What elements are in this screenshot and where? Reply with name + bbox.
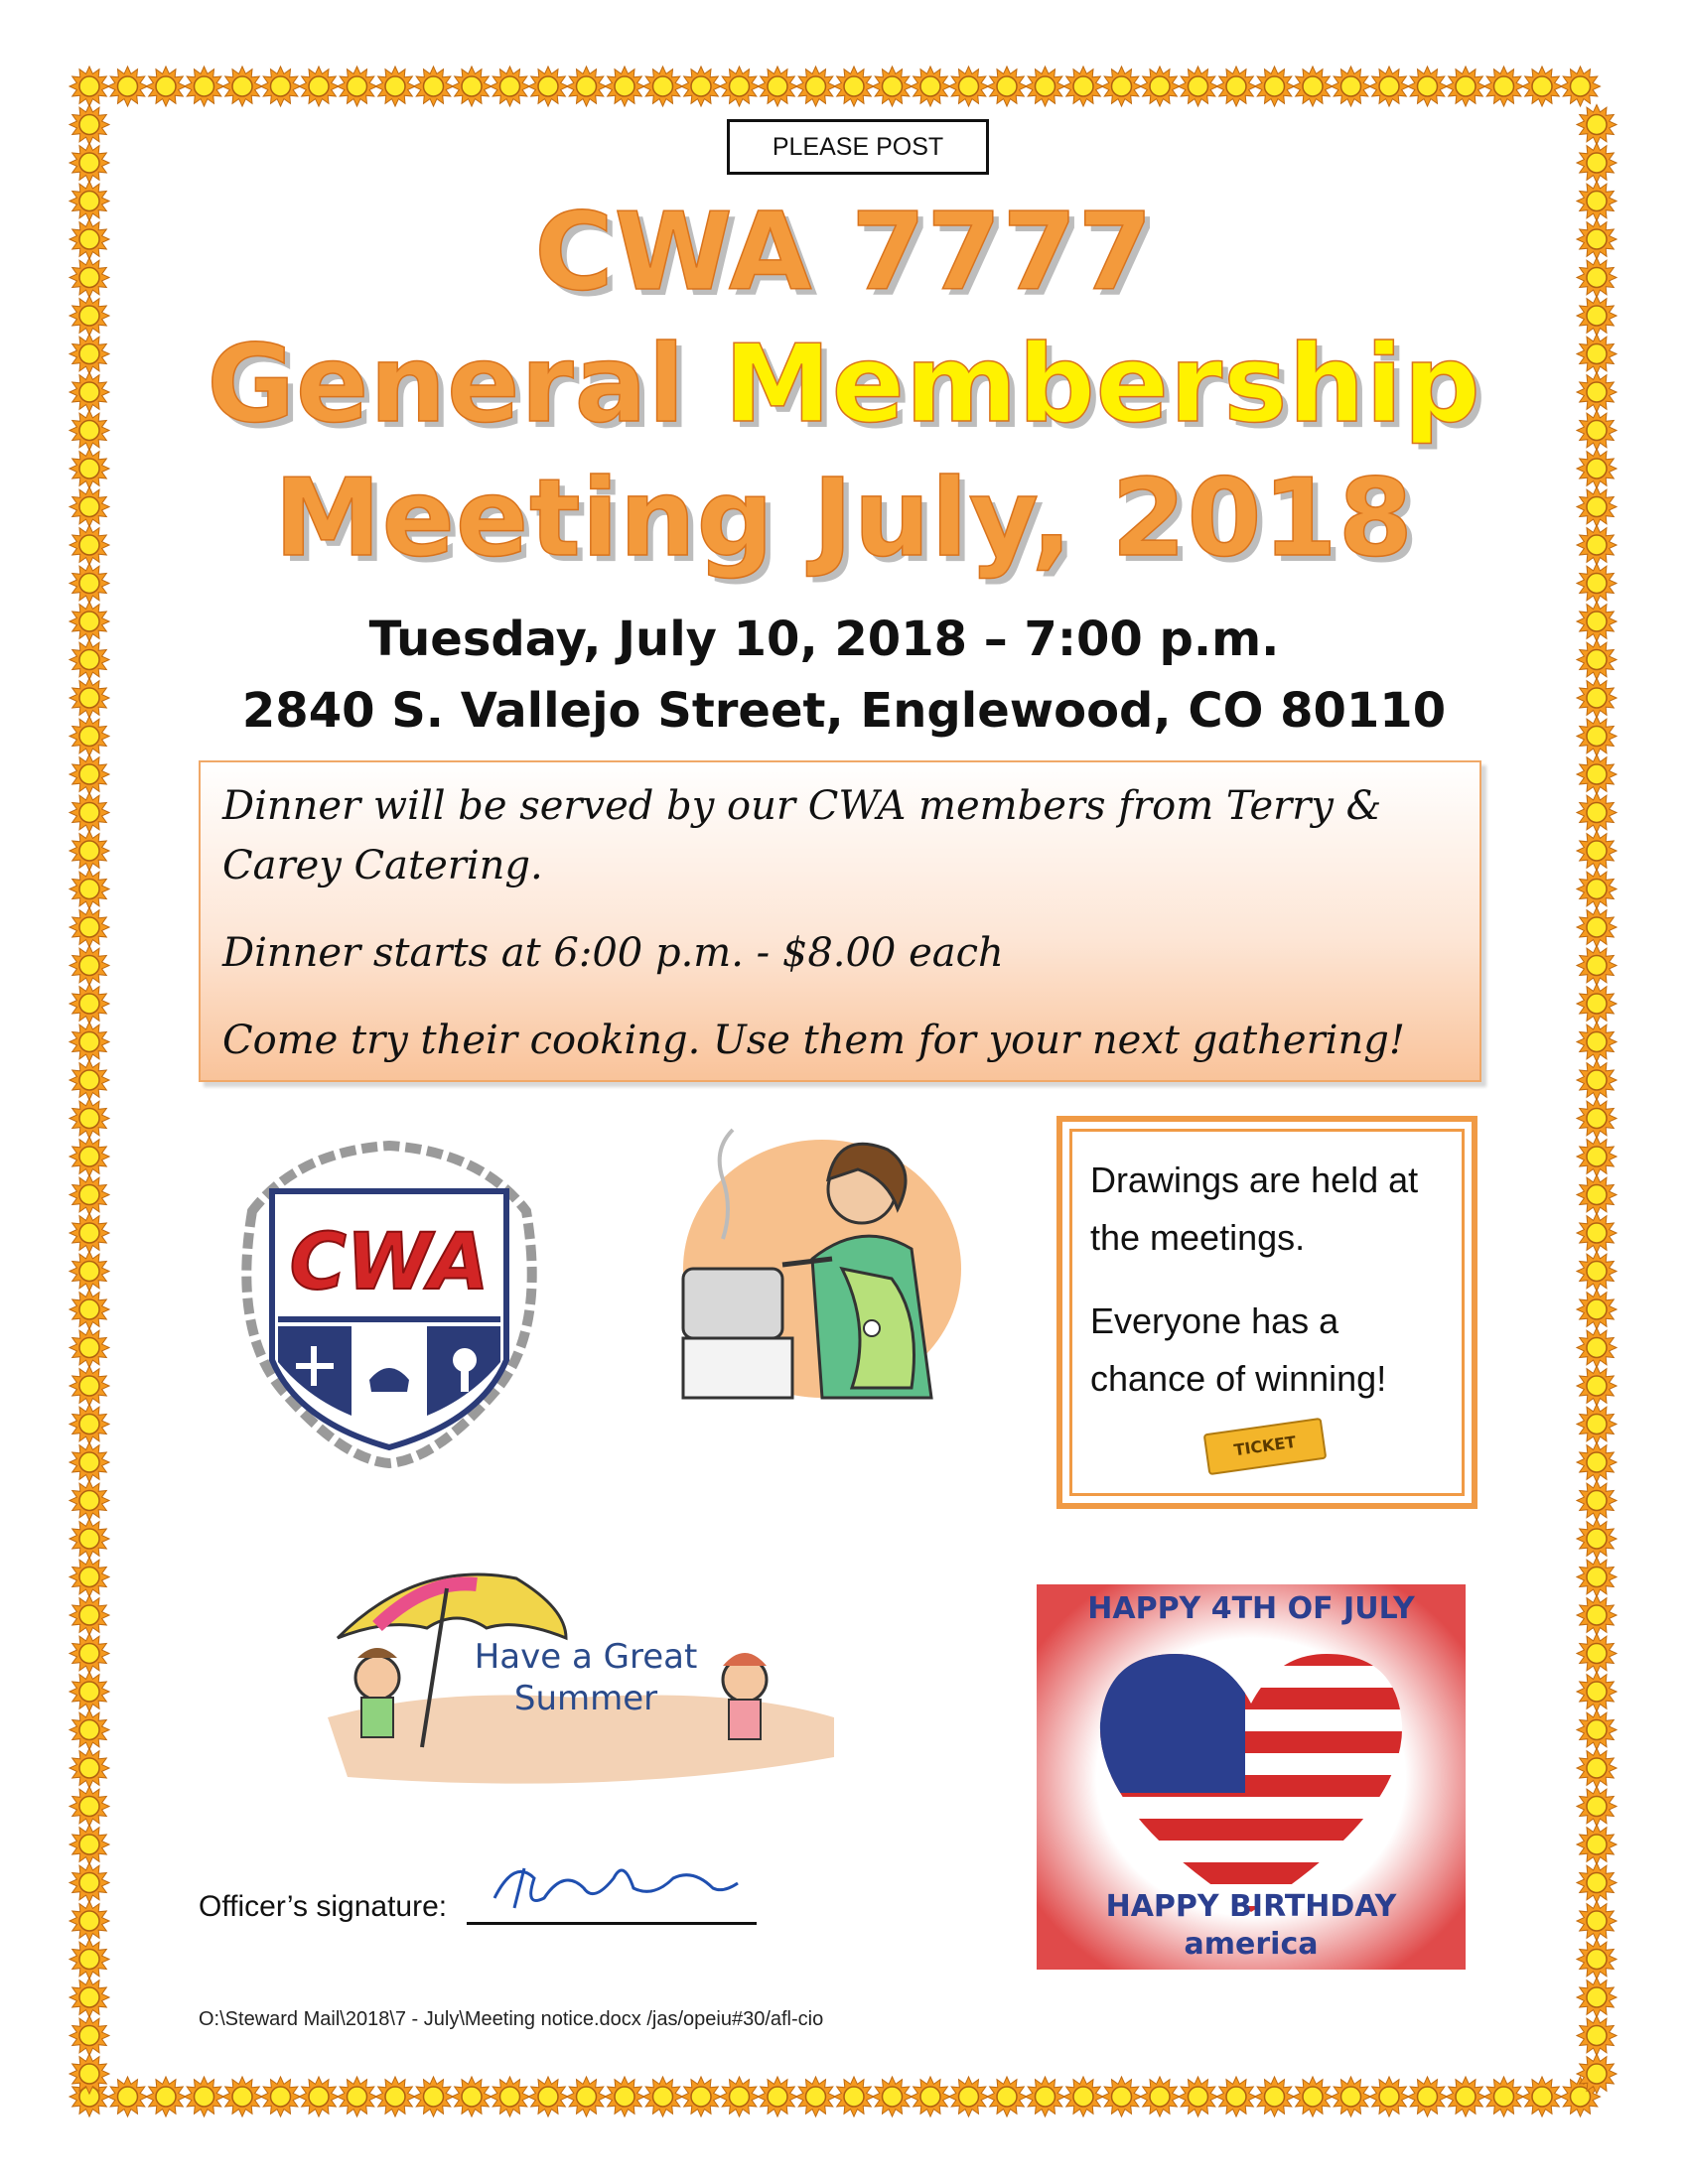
sun-border-icon [338, 2077, 377, 2116]
sun-border-icon [1577, 1481, 1617, 1521]
sun-border-icon [834, 2077, 874, 2116]
sun-border-icon [567, 2077, 607, 2116]
sun-border-icon [70, 1748, 109, 1788]
sun-border-icon [1179, 2077, 1218, 2116]
cooking-woman-illustration [663, 1120, 961, 1406]
sun-border-icon [1577, 411, 1617, 451]
sun-border-icon [1369, 67, 1409, 106]
sun-border-icon [70, 1328, 109, 1368]
sun-border-icon [70, 1940, 109, 1979]
sun-border-icon [1577, 449, 1617, 488]
sun-border-icon [375, 67, 415, 106]
sun-border-icon [1577, 754, 1617, 794]
sun-border-icon [1063, 2077, 1103, 2116]
sun-border-icon [70, 1099, 109, 1139]
sun-border-icon [1577, 487, 1617, 527]
sun-border-icon [1577, 1252, 1617, 1292]
handwritten-signature [485, 1848, 745, 1918]
signature-line [467, 1922, 757, 1925]
sun-border-icon [70, 1901, 109, 1941]
svg-text:Have a Great: Have a Great [474, 1637, 698, 1677]
sun-border-icon [1577, 1405, 1617, 1444]
sun-border-icon [70, 717, 109, 756]
sun-border-icon [1293, 2077, 1333, 2116]
cwa-logo [222, 1132, 556, 1469]
sun-border-icon [1577, 946, 1617, 986]
sun-border-icon [1577, 678, 1617, 718]
sun-border-icon [1577, 219, 1617, 259]
sun-border-icon [1577, 1023, 1617, 1062]
sun-border-icon [70, 870, 109, 909]
sun-border-icon [1577, 1328, 1617, 1368]
sun-border-icon [1577, 1787, 1617, 1827]
title-line-2: General Membership [207, 323, 1481, 447]
sun-border-icon [1577, 640, 1617, 680]
sun-border-icon [1063, 67, 1103, 106]
sun-border-icon [758, 67, 797, 106]
sun-border-icon [987, 67, 1027, 106]
dinner-promo-text: Come try their cooking. Use them for your next gathering! [222, 1018, 1405, 1063]
svg-text:Summer: Summer [513, 1679, 658, 1718]
sun-border-icon [70, 793, 109, 833]
sun-border-icon [1102, 2077, 1142, 2116]
sun-border-icon [1255, 2077, 1295, 2116]
sun-border-icon [108, 2077, 148, 2116]
sun-border-icon [70, 105, 109, 145]
sun-border-icon [528, 67, 568, 106]
drawings-winning-text: Everyone has a chance of winning! [1090, 1300, 1387, 1399]
officer-signature-label: Officer’s signature: [199, 1890, 448, 1923]
dinner-time-price: Dinner starts at 6:00 p.m. - $8.00 each [222, 930, 1004, 976]
sun-border-icon [1484, 67, 1524, 106]
sun-border-icon [873, 67, 913, 106]
sun-border-icon [1522, 2077, 1562, 2116]
sun-border-icon [338, 67, 377, 106]
sun-border-icon [1522, 67, 1562, 106]
sun-border-icon [1577, 2016, 1617, 2056]
summer-illustration [318, 1549, 834, 1797]
sun-border-icon [1577, 1978, 1617, 2017]
sun-border-icon [70, 67, 109, 106]
sun-border-icon [70, 525, 109, 565]
sun-border-icon [605, 2077, 644, 2116]
sun-border-icon [70, 143, 109, 183]
sun-border-icon [1216, 2077, 1256, 2116]
sun-border-icon [261, 2077, 301, 2116]
sun-border-icon [70, 1558, 109, 1597]
sun-border-icon [1140, 67, 1180, 106]
sun-border-icon [834, 67, 874, 106]
title-line-3: Meeting July, 2018 [274, 457, 1414, 581]
sun-border-icon [70, 1175, 109, 1215]
sun-border-icon [911, 2077, 950, 2116]
sun-border-icon [261, 67, 301, 106]
sun-border-icon [70, 564, 109, 604]
title-line-1: CWA 7777 [534, 191, 1154, 315]
svg-text:HAPPY BIRTHDAY: HAPPY BIRTHDAY [1105, 1889, 1397, 1924]
sun-border-icon [1408, 2077, 1448, 2116]
sun-border-icon [1102, 67, 1142, 106]
sun-border-icon [1577, 1290, 1617, 1329]
sun-border-icon [70, 1595, 109, 1635]
sun-border-icon [796, 67, 836, 106]
sun-border-icon [1369, 2077, 1409, 2116]
sun-border-icon [1577, 1595, 1617, 1635]
sun-border-icon [1577, 717, 1617, 756]
sun-border-icon [1577, 1175, 1617, 1215]
ticket-icon [1203, 1418, 1328, 1475]
sun-border-icon [720, 67, 760, 106]
sun-border-icon [70, 602, 109, 641]
sun-border-icon [1577, 984, 1617, 1024]
sun-border-icon [1577, 1940, 1617, 1979]
sun-border-icon [70, 1213, 109, 1253]
event-datetime: Tuesday, July 10, 2018 – 7:00 p.m. [368, 612, 1280, 667]
sun-border-icon [1446, 67, 1485, 106]
drawings-info-box [1056, 1116, 1477, 1509]
sun-border-icon [1140, 2077, 1180, 2116]
sun-border-icon [720, 2077, 760, 2116]
sun-border-icon [70, 335, 109, 374]
sun-border-icon [70, 1787, 109, 1827]
sun-border-icon [70, 831, 109, 871]
sun-border-icon [987, 2077, 1027, 2116]
sun-border-icon [1179, 67, 1218, 106]
sun-border-icon [70, 1290, 109, 1329]
sun-border-icon [1577, 258, 1617, 298]
sun-border-icon [185, 2077, 224, 2116]
sun-border-icon [1577, 564, 1617, 604]
sun-border-icon [70, 411, 109, 451]
sun-border-icon [1577, 1137, 1617, 1176]
svg-text:HAPPY 4TH OF JULY: HAPPY 4TH OF JULY [1087, 1591, 1415, 1626]
sun-border-icon [873, 2077, 913, 2116]
sun-border-icon [1577, 870, 1617, 909]
sun-border-icon [1577, 602, 1617, 641]
sun-border-icon [605, 67, 644, 106]
sun-border-icon [1561, 67, 1601, 106]
sun-border-icon [70, 487, 109, 527]
sun-border-icon [1577, 1710, 1617, 1750]
sun-border-icon [70, 372, 109, 412]
sun-border-icon [70, 1863, 109, 1903]
sun-border-icon [1577, 372, 1617, 412]
sun-border-icon [452, 67, 492, 106]
sun-border-icon [70, 1634, 109, 1674]
sun-border-icon [1577, 1558, 1617, 1597]
sun-border-icon [681, 67, 721, 106]
sun-border-icon [491, 67, 530, 106]
sun-border-icon [681, 2077, 721, 2116]
sun-border-icon [1577, 296, 1617, 336]
sun-border-icon [949, 67, 989, 106]
sun-border-icon [70, 1252, 109, 1292]
sun-border-icon [643, 2077, 683, 2116]
sun-border-icon [1577, 1366, 1617, 1406]
sun-border-icon [1577, 831, 1617, 871]
sun-border-icon [70, 1710, 109, 1750]
sun-border-icon [1577, 1748, 1617, 1788]
svg-text:CWA: CWA [289, 1218, 490, 1307]
event-address: 2840 S. Vallejo Street, Englewood, CO 80110 [241, 683, 1447, 739]
sun-border-icon [70, 907, 109, 947]
sun-border-icon [1577, 793, 1617, 833]
sun-border-icon [70, 1442, 109, 1482]
sun-border-icon [1332, 67, 1371, 106]
sun-border-icon [949, 2077, 989, 2116]
sun-border-icon [1577, 143, 1617, 183]
sun-border-icon [1577, 1901, 1617, 1941]
sun-border-icon [528, 2077, 568, 2116]
sun-border-icon [70, 182, 109, 221]
sun-border-icon [1577, 1213, 1617, 1253]
sun-border-icon [1577, 907, 1617, 947]
sun-border-icon [1293, 67, 1333, 106]
sun-border-icon [70, 946, 109, 986]
sun-border-icon [146, 67, 186, 106]
sun-border-icon [758, 2077, 797, 2116]
sun-border-icon [1577, 1060, 1617, 1100]
sun-border-icon [1026, 2077, 1065, 2116]
sun-border-icon [911, 67, 950, 106]
sun-border-icon [185, 67, 224, 106]
sun-border-icon [375, 2077, 415, 2116]
sun-border-icon [70, 1519, 109, 1559]
sun-border-icon [222, 67, 262, 106]
sun-border-icon [299, 67, 339, 106]
ticket-label: TICKET [1232, 1432, 1298, 1460]
sun-border-icon [70, 258, 109, 298]
sun-border-icon [70, 640, 109, 680]
july-4th-illustration [1037, 1584, 1466, 1970]
sun-border-icon [70, 1825, 109, 1864]
sun-border-icon [70, 678, 109, 718]
sun-border-icon [1484, 2077, 1524, 2116]
sun-border-icon [1216, 67, 1256, 106]
sun-border-icon [70, 1137, 109, 1176]
sun-border-icon [491, 2077, 530, 2116]
sun-border-icon [70, 1672, 109, 1711]
dinner-served-text: Dinner will be served by our CWA members from Terry & Carey Catering. [222, 783, 1382, 888]
sun-border-icon [1446, 2077, 1485, 2116]
sun-border-icon [70, 1023, 109, 1062]
sun-border-icon [414, 67, 454, 106]
sun-border-icon [1408, 67, 1448, 106]
sun-border-icon [1332, 2077, 1371, 2116]
sun-border-icon [70, 1060, 109, 1100]
sun-border-icon [70, 1366, 109, 1406]
sun-border-icon [1577, 1825, 1617, 1864]
sun-border-icon [1577, 1863, 1617, 1903]
sun-border-icon [1577, 525, 1617, 565]
sun-border-icon [70, 984, 109, 1024]
sun-border-icon [1577, 335, 1617, 374]
sun-border-icon [1026, 67, 1065, 106]
sun-border-icon [108, 67, 148, 106]
sun-border-icon [1577, 1672, 1617, 1711]
sun-border-icon [70, 296, 109, 336]
sun-border-icon [222, 2077, 262, 2116]
sun-border-icon [70, 1481, 109, 1521]
sun-border-icon [414, 2077, 454, 2116]
footer-file-path: O:\Steward Mail\2018\7 - July\Meeting notice.docx /jas/opeiu#30/afl-cio [199, 2008, 824, 2030]
sun-border-icon [70, 754, 109, 794]
please-post-notice: PLEASE POST [727, 119, 989, 175]
sun-border-icon [70, 449, 109, 488]
sun-border-icon [1577, 1099, 1617, 1139]
svg-text:america: america [1184, 1927, 1319, 1962]
sun-border-icon [643, 67, 683, 106]
dinner-info-box [199, 760, 1481, 1082]
drawings-held-text: Drawings are held at the meetings. [1090, 1160, 1419, 1258]
sun-border-icon [1577, 1634, 1617, 1674]
sun-border-icon [70, 1978, 109, 2017]
sun-border-icon [1577, 105, 1617, 145]
sun-border-icon [70, 1405, 109, 1444]
sun-border-icon [70, 2016, 109, 2056]
sun-border-icon [567, 67, 607, 106]
sun-border-icon [70, 219, 109, 259]
sun-border-icon [1577, 182, 1617, 221]
sun-border-icon [1577, 1519, 1617, 1559]
sun-border-icon [146, 2077, 186, 2116]
sun-border-icon [299, 2077, 339, 2116]
sun-border-icon [796, 2077, 836, 2116]
sun-border-icon [452, 2077, 492, 2116]
sun-border-icon [1577, 1442, 1617, 1482]
sun-border-icon [1255, 67, 1295, 106]
